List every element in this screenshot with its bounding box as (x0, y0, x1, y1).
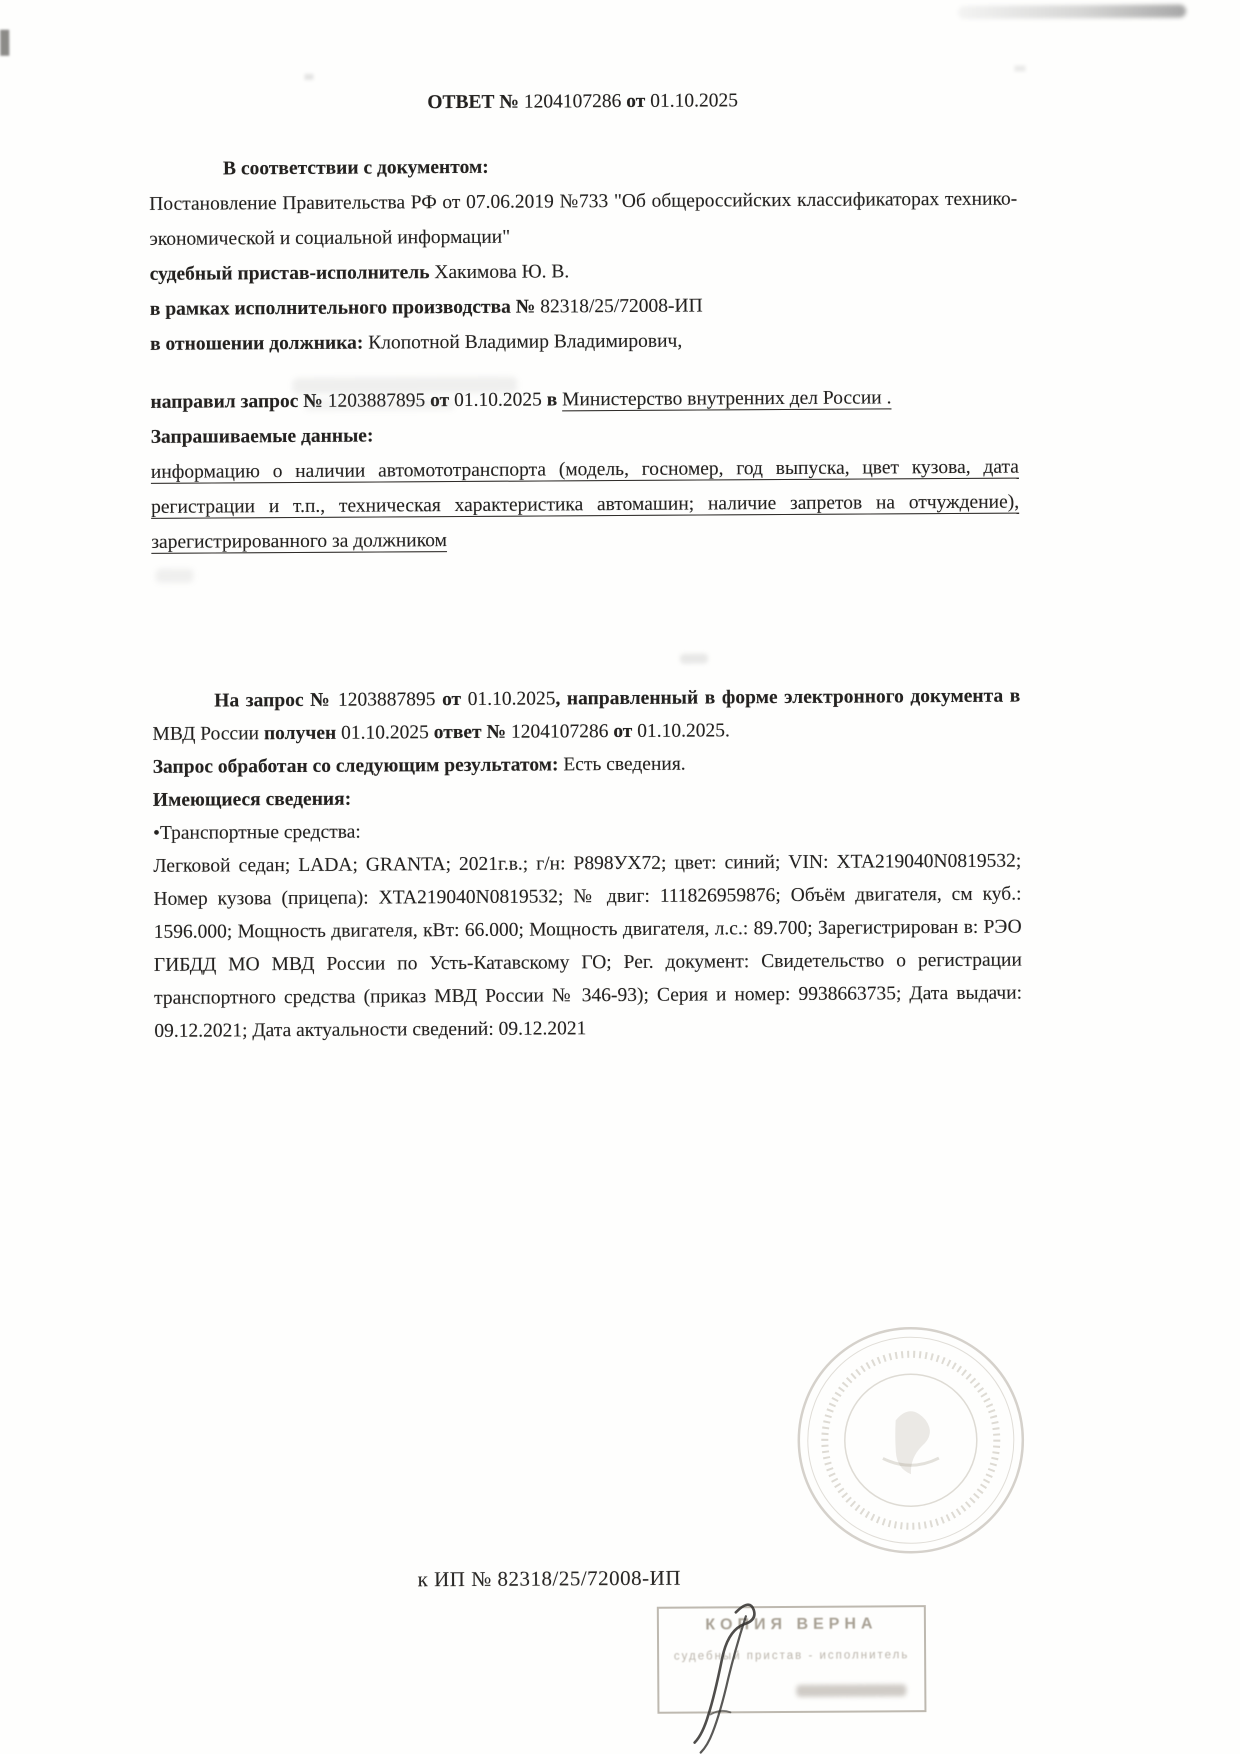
paragraph-bailiff (150, 252, 1018, 292)
text-segment: 01.10.2025 (650, 90, 738, 112)
text-segment: информацию о наличии автомототранспорта (модель, госномер, год выпуска, цвет кузова, дата регистрации и т.п., техническая характеристика автомашин; наличие запретов на отчуждение), зарегистрированного за должником (150, 456, 1020, 553)
text-segment: В соответствии с документом: (222, 156, 489, 180)
text-segment: от (430, 390, 455, 412)
paragraph-response-summary (152, 680, 1020, 751)
text-segment: •Транспортные средства: (153, 821, 361, 844)
text-segment: 01.10.2025 (467, 688, 556, 710)
paragraph-requested-data-heading (151, 415, 1019, 455)
handwritten-signature (650, 1594, 831, 1754)
paragraph-enforcement-proceeding (150, 287, 1018, 327)
text-segment: от (626, 90, 651, 112)
text-segment: направил запрос № (150, 390, 328, 413)
document-title (149, 82, 1017, 122)
text-segment: в отношении должника: (150, 332, 369, 355)
text-segment: Легковой седан; LADA; GRANTA; 2021г.в.; г/н: Р898УХ72; цвет: синий; VIN: XTA219040N0819532; Номер кузова (прицепа): XTA219040N0819532; № двиг: 111826959876; Объём двигателя, см куб.: 1596.000; Мощность двигателя, кВт: 66.000; Мощность двигателя, л.с.: 89.700; Зарегистрирован в: РЭО ГИБДД МО МВД России по Усть-Катавскому ГО; Рег. документ: Свидетельство о регистрации транспортного средства (приказ МВД России № 346-93); Серия и номер: 9938663735; Дата выдачи: 09.12.2021; Дата актуальности сведений: 09.12.2021 (153, 850, 1023, 1042)
text-segment: ОТВЕТ № (427, 91, 524, 114)
text-segment: 1203887895 (327, 390, 431, 412)
scan-artifact-dot (1014, 66, 1025, 72)
footer-case-number: к ИП № 82318/25/72008-ИП (417, 1565, 682, 1592)
paragraph-available-info-heading (153, 779, 1021, 817)
text-segment: Хакимова Ю. В. (434, 261, 570, 284)
text-segment: 1204107286 (510, 721, 614, 743)
paragraph-compliance-heading (149, 147, 1017, 187)
text-segment: На запрос № (214, 689, 339, 712)
text-segment: 01.10.2025 (341, 722, 434, 744)
paragraph-vehicle-details (153, 845, 1022, 1048)
scan-artifact-top-left-mark (0, 30, 9, 56)
text-segment: Запрос обработан со следующим результатом: (152, 754, 564, 778)
text-segment: Есть сведения. (563, 753, 686, 776)
text-segment: получен (263, 722, 342, 745)
paragraph-processing-result (153, 746, 1021, 784)
text-segment: Клопотной Владимир Владимирович, (368, 330, 683, 354)
paragraph-basis-document (149, 182, 1017, 257)
scan-artifact-top-streak (958, 5, 1186, 19)
text-segment: 1204107286 (523, 90, 627, 113)
paragraph-requested-data (151, 450, 1020, 560)
text-segment: от (613, 720, 638, 743)
copy-stamp-officer-line: судебный пристав - исполнитель (673, 1649, 910, 1663)
text-segment: от (441, 688, 468, 711)
text-segment: Запрашиваемые данные: (150, 425, 374, 448)
scan-artifact-dot (304, 74, 313, 80)
text-segment: Имеющиеся сведения: (152, 788, 352, 811)
paragraph-request-sent (150, 380, 1018, 420)
text-segment: судебный пристав-исполнитель (149, 262, 435, 285)
text-segment: 01.10.2025 (454, 389, 547, 412)
text-segment: Постановление Правительства РФ от 07.06.2019 №733 "Об общероссийских классификаторах технико-экономической и социальной информации" (149, 188, 1018, 250)
text-segment: в (546, 389, 563, 411)
text-segment: ответ № (433, 721, 511, 744)
text-segment: 82318/25/72008-ИП (540, 295, 703, 318)
copy-stamp-label: КОПИЯ ВЕРНА (705, 1615, 878, 1634)
text-segment: МВД России (152, 723, 264, 745)
round-official-stamp (770, 1299, 1052, 1581)
text-segment: 1203887895 (337, 689, 443, 711)
paragraph-vehicles-heading (153, 812, 1021, 850)
text-segment: в рамках исполнительного производства № (149, 296, 541, 320)
text-segment: Министерство внутренних дел России . (562, 387, 892, 411)
paragraph-debtor (150, 322, 1018, 362)
text-segment: 01.10.2025. (637, 720, 730, 742)
text-segment: , направленный в форме электронного документа в (555, 685, 1021, 710)
response-section (152, 680, 1022, 1048)
document-body (149, 82, 1023, 1048)
